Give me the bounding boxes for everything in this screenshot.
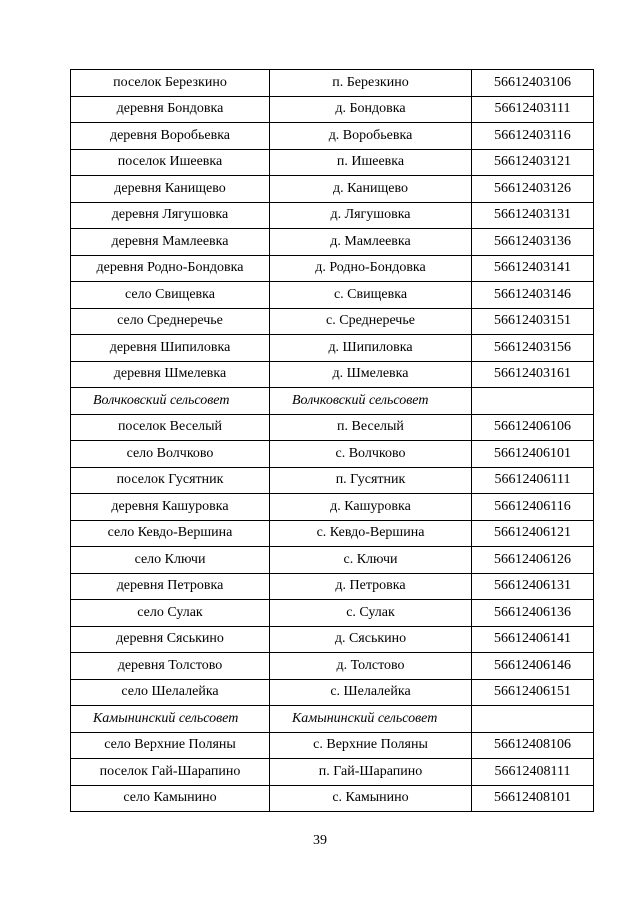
table-row — [71, 759, 594, 786]
oktmo-code-cell: 56612403106 — [472, 70, 594, 97]
oktmo-code-cell: 56612406141 — [472, 626, 594, 653]
short-name-cell: с. Верхние Поляны — [270, 732, 472, 759]
settlement-name-cell: поселок Ишеевка — [71, 149, 270, 176]
settlement-name-cell: село Камынино — [71, 785, 270, 812]
oktmo-code-cell: 56612406146 — [472, 653, 594, 680]
oktmo-code-cell: 56612403146 — [472, 282, 594, 309]
settlement-name-cell: поселок Веселый — [71, 414, 270, 441]
oktmo-code-cell — [472, 388, 594, 415]
short-name-cell: с. Шелалейка — [270, 679, 472, 706]
settlement-name-cell: деревня Сяськино — [71, 626, 270, 653]
table-row — [71, 785, 594, 812]
table-row — [71, 70, 594, 97]
oktmo-code-cell: 56612406126 — [472, 547, 594, 574]
short-name-cell: д. Мамлеевка — [270, 229, 472, 256]
short-name-cell: с. Волчково — [270, 441, 472, 468]
settlement-name-cell: деревня Канищево — [71, 176, 270, 203]
settlement-name-cell: поселок Гусятник — [71, 467, 270, 494]
short-name-cell: д. Канищево — [270, 176, 472, 203]
table-row — [71, 308, 594, 335]
short-name-cell: Камынинский сельсовет — [270, 706, 472, 733]
settlement-name-cell: поселок Гай-Шарапино — [71, 759, 270, 786]
short-name-cell: д. Шипиловка — [270, 335, 472, 362]
section-header-row — [71, 706, 594, 733]
oktmo-code-cell: 56612408111 — [472, 759, 594, 786]
settlement-name-cell: Камынинский сельсовет — [71, 706, 270, 733]
short-name-cell: п. Гай-Шарапино — [270, 759, 472, 786]
settlement-name-cell: село Шелалейка — [71, 679, 270, 706]
table-row — [71, 520, 594, 547]
settlement-name-cell: деревня Лягушовка — [71, 202, 270, 229]
settlement-name-cell: деревня Бондовка — [71, 96, 270, 123]
oktmo-code-cell: 56612406106 — [472, 414, 594, 441]
settlement-name-cell: село Ключи — [71, 547, 270, 574]
short-name-cell: с. Сулак — [270, 600, 472, 627]
table-row — [71, 176, 594, 203]
short-name-cell: п. Ишеевка — [270, 149, 472, 176]
oktmo-code-cell: 56612406136 — [472, 600, 594, 627]
settlement-name-cell: поселок Березкино — [71, 70, 270, 97]
oktmo-code-cell: 56612408101 — [472, 785, 594, 812]
settlement-name-cell: деревня Шмелевка — [71, 361, 270, 388]
short-name-cell: д. Сяськино — [270, 626, 472, 653]
table-row — [71, 441, 594, 468]
settlement-name-cell: деревня Кашуровка — [71, 494, 270, 521]
table-row — [71, 335, 594, 362]
settlement-name-cell: деревня Петровка — [71, 573, 270, 600]
short-name-cell: с. Камынино — [270, 785, 472, 812]
settlement-name-cell: село Верхние Поляны — [71, 732, 270, 759]
table-row — [71, 732, 594, 759]
short-name-cell: с. Кевдо-Вершина — [270, 520, 472, 547]
table-row — [71, 626, 594, 653]
settlement-name-cell: село Среднеречье — [71, 308, 270, 335]
oktmo-code-cell: 56612403126 — [472, 176, 594, 203]
oktmo-code-cell: 56612406131 — [472, 573, 594, 600]
oktmo-code-cell: 56612403161 — [472, 361, 594, 388]
table-row — [71, 282, 594, 309]
short-name-cell: с. Ключи — [270, 547, 472, 574]
settlement-name-cell: село Кевдо-Вершина — [71, 520, 270, 547]
settlement-name-cell: деревня Шипиловка — [71, 335, 270, 362]
settlement-name-cell: деревня Толстово — [71, 653, 270, 680]
oktmo-code-cell: 56612406151 — [472, 679, 594, 706]
short-name-cell: д. Шмелевка — [270, 361, 472, 388]
table-row — [71, 361, 594, 388]
short-name-cell: д. Кашуровка — [270, 494, 472, 521]
settlements-table-body — [71, 70, 594, 812]
table-row — [71, 600, 594, 627]
table-row — [71, 202, 594, 229]
oktmo-code-cell: 56612403156 — [472, 335, 594, 362]
settlements-table — [70, 69, 594, 812]
table-row — [71, 679, 594, 706]
table-row — [71, 229, 594, 256]
short-name-cell: Волчковский сельсовет — [270, 388, 472, 415]
table-row — [71, 547, 594, 574]
oktmo-code-cell: 56612406121 — [472, 520, 594, 547]
table-row — [71, 123, 594, 150]
short-name-cell: п. Березкино — [270, 70, 472, 97]
oktmo-code-cell — [472, 706, 594, 733]
table-row — [71, 414, 594, 441]
table-row — [71, 96, 594, 123]
short-name-cell: с. Среднеречье — [270, 308, 472, 335]
table-row — [71, 573, 594, 600]
settlement-name-cell: деревня Родно-Бондовка — [71, 255, 270, 282]
oktmo-code-cell: 56612406116 — [472, 494, 594, 521]
short-name-cell: п. Гусятник — [270, 467, 472, 494]
settlement-name-cell: село Сулак — [71, 600, 270, 627]
oktmo-code-cell: 56612403111 — [472, 96, 594, 123]
oktmo-code-cell: 56612408106 — [472, 732, 594, 759]
settlement-name-cell: село Свищевка — [71, 282, 270, 309]
oktmo-code-cell: 56612406101 — [472, 441, 594, 468]
table-row — [71, 149, 594, 176]
oktmo-code-cell: 56612403141 — [472, 255, 594, 282]
page-number: 39 — [313, 833, 327, 848]
short-name-cell: д. Толстово — [270, 653, 472, 680]
table-row — [71, 494, 594, 521]
short-name-cell: с. Свищевка — [270, 282, 472, 309]
oktmo-code-cell: 56612403136 — [472, 229, 594, 256]
settlement-name-cell: деревня Мамлеевка — [71, 229, 270, 256]
short-name-cell: д. Лягушовка — [270, 202, 472, 229]
oktmo-code-cell: 56612406111 — [472, 467, 594, 494]
settlement-name-cell: село Волчково — [71, 441, 270, 468]
settlement-name-cell: деревня Воробьевка — [71, 123, 270, 150]
oktmo-code-cell: 56612403116 — [472, 123, 594, 150]
table-row — [71, 255, 594, 282]
section-header-row — [71, 388, 594, 415]
short-name-cell: д. Петровка — [270, 573, 472, 600]
table-row — [71, 467, 594, 494]
oktmo-code-cell: 56612403131 — [472, 202, 594, 229]
oktmo-code-cell: 56612403151 — [472, 308, 594, 335]
short-name-cell: д. Воробьевка — [270, 123, 472, 150]
oktmo-code-cell: 56612403121 — [472, 149, 594, 176]
table-row — [71, 653, 594, 680]
short-name-cell: д. Бондовка — [270, 96, 472, 123]
short-name-cell: п. Веселый — [270, 414, 472, 441]
short-name-cell: д. Родно-Бондовка — [270, 255, 472, 282]
settlement-name-cell: Волчковский сельсовет — [71, 388, 270, 415]
